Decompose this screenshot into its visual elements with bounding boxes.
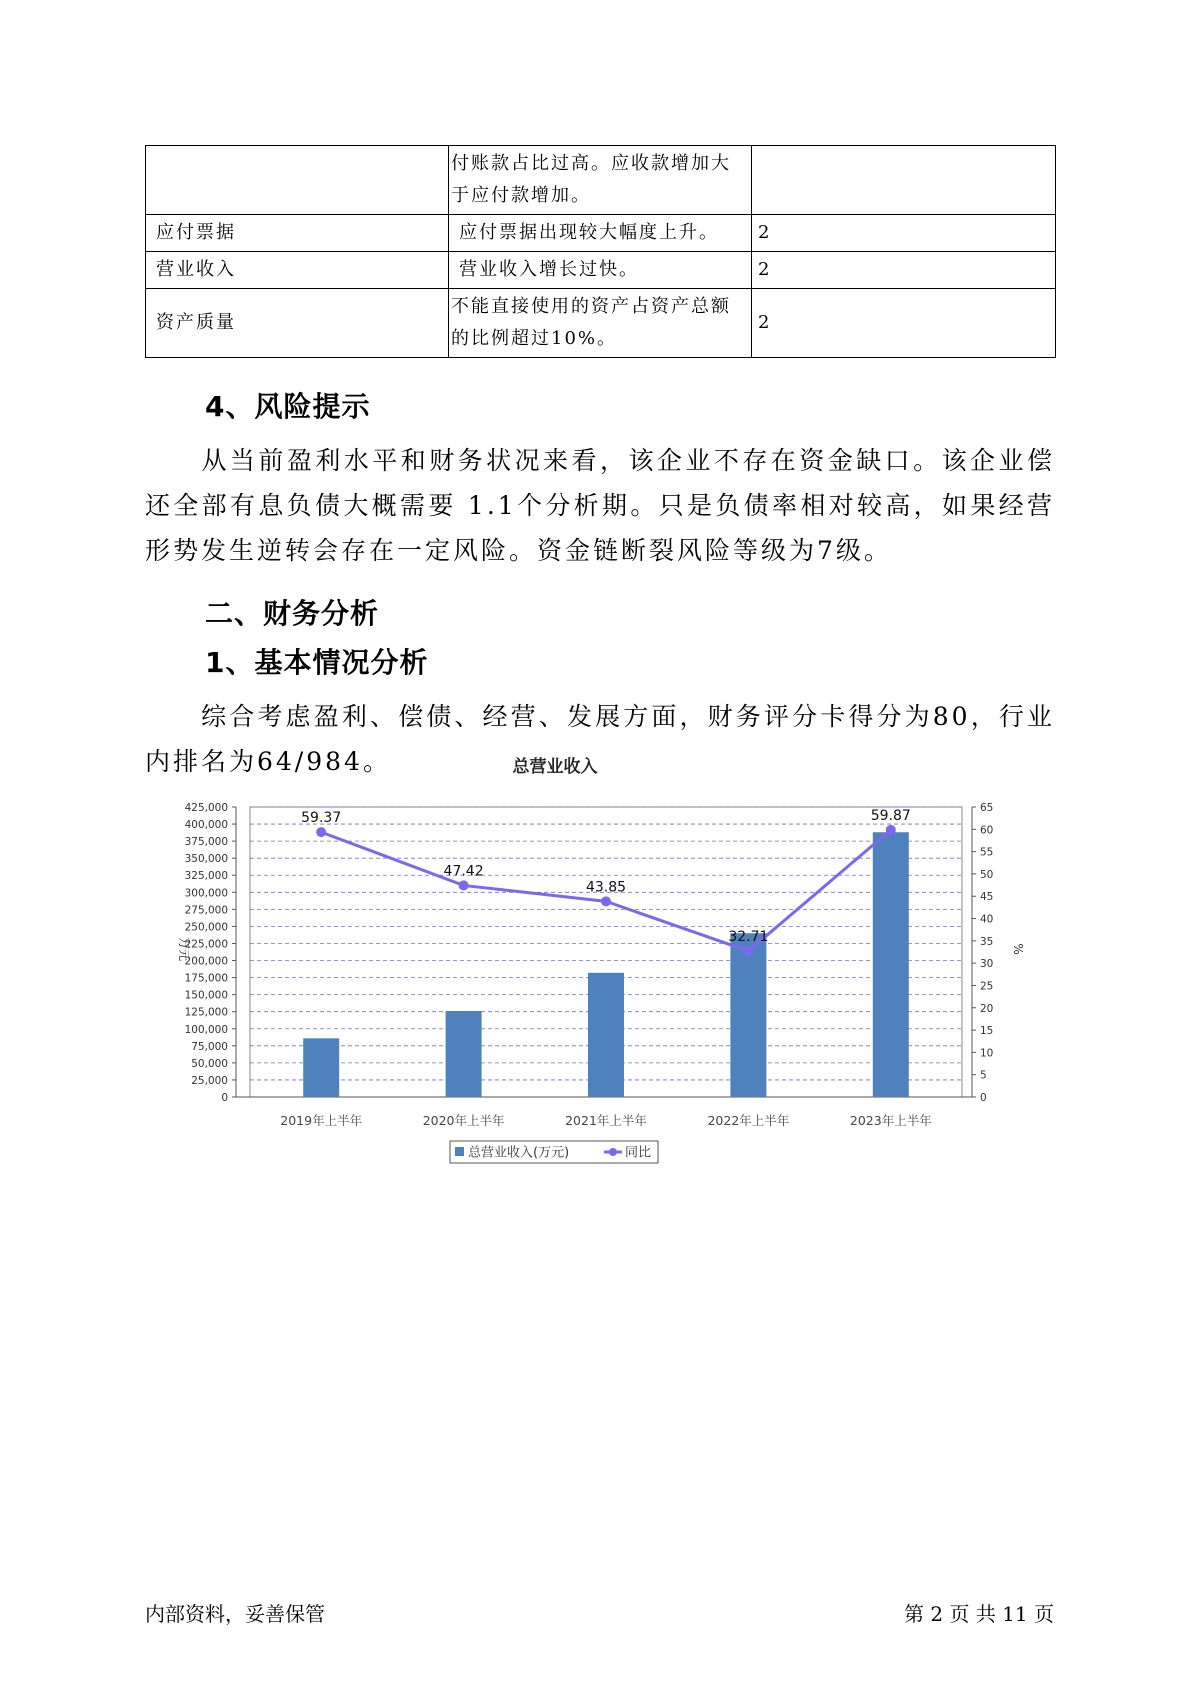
x-tick-label: 2020年上半年 (422, 1113, 505, 1128)
score-cell: 2 (752, 289, 1056, 358)
y-tick-label: 375,000 (184, 836, 228, 849)
y-tick-label: 325,000 (184, 870, 228, 883)
x-tick-label: 2021年上半年 (565, 1113, 647, 1128)
table-row (146, 146, 1056, 215)
y2-axis-label: % (1011, 943, 1025, 955)
item-cell (146, 146, 449, 215)
legend-line-label: 同比 (625, 1145, 652, 1161)
legend-bar-label: 总营业收入(万元) (468, 1145, 570, 1161)
yoy-point (886, 825, 896, 835)
section-heading-finance: 二、财务分析 (205, 597, 380, 630)
desc-cell: 不能直接使用的资产占资产总额的比例超过10%。 (449, 289, 752, 358)
y-axis-label: 万元 (177, 937, 191, 962)
y2-tick-label: 5 (980, 1069, 987, 1082)
table-row (146, 215, 1056, 252)
y-tick-label: 400,000 (184, 819, 228, 832)
chart-title: 总营业收入 (512, 757, 598, 777)
footer-left: 内部资料，妥善保管 (145, 1602, 325, 1626)
y-tick-label: 275,000 (184, 904, 228, 917)
x-tick-label: 2019年上半年 (280, 1113, 363, 1128)
y2-tick-label: 60 (980, 824, 994, 837)
y-tick-label: 100,000 (184, 1023, 228, 1036)
table-row (146, 289, 1056, 358)
yoy-point (316, 827, 326, 837)
y-tick-label: 150,000 (184, 989, 228, 1002)
y2-tick-label: 50 (980, 868, 994, 881)
data-label: 59.87 (870, 807, 911, 824)
data-label: 32.71 (728, 929, 769, 946)
y2-tick-label: 65 (980, 802, 994, 814)
score-cell: 2 (752, 215, 1056, 252)
y2-tick-label: 45 (980, 891, 994, 904)
legend-line-marker (609, 1148, 617, 1156)
score-cell (752, 146, 1056, 215)
y-tick-label: 350,000 (184, 853, 228, 866)
y-tick-label: 125,000 (184, 1006, 228, 1019)
y-tick-label: 200,000 (184, 955, 228, 968)
basic-paragraph-text: 综合考虑盈利、偿债、经营、发展方面，财务评分卡得分为80，行业内排名为64/984。 (145, 702, 1055, 776)
y-tick-label: 300,000 (184, 887, 228, 900)
footer-page-number: 第 2 页 共 11 页 (904, 1602, 1054, 1626)
y2-tick-label: 30 (980, 958, 994, 971)
x-tick-label: 2022年上半年 (707, 1113, 790, 1128)
data-label: 47.42 (443, 863, 484, 880)
bar (588, 973, 624, 1097)
y2-tick-label: 10 (980, 1047, 994, 1060)
y-tick-label: 25,000 (191, 1074, 228, 1087)
y-tick-label: 250,000 (184, 921, 228, 934)
y2-tick-label: 25 (980, 980, 994, 993)
y2-tick-label: 0 (980, 1092, 987, 1104)
score-cell: 2 (752, 252, 1056, 289)
y2-tick-label: 15 (980, 1025, 994, 1038)
yoy-point (743, 946, 753, 956)
table-row (146, 252, 1056, 289)
y2-tick-label: 40 (980, 913, 994, 926)
desc-cell: 应付票据出现较大幅度上升。 (449, 215, 752, 252)
item-cell: 资产质量 (146, 289, 449, 358)
y-tick-label: 0 (221, 1092, 228, 1104)
basic-paragraph (145, 694, 1055, 784)
data-label: 59.37 (301, 810, 342, 827)
revenue-chart (170, 757, 1025, 1280)
item-cell: 营业收入 (146, 252, 449, 289)
risk-paragraph-text: 从当前盈利水平和财务状况来看，该企业不存在资金缺口。该企业偿还全部有息负债大概需要 1.1个分析期。只是负债率相对较高，如果经营形势发生逆转会存在一定风险。资金链断裂风险等级为7级。 (145, 446, 1055, 565)
desc-cell: 营业收入增长过快。 (449, 252, 752, 289)
subsection-heading-basic: 1、基本情况分析 (205, 646, 429, 679)
y2-tick-label: 20 (980, 1002, 994, 1015)
y-tick-label: 75,000 (191, 1040, 228, 1053)
y2-tick-label: 35 (980, 935, 994, 948)
legend-bar-swatch (455, 1147, 464, 1156)
x-tick-label: 2023年上半年 (849, 1113, 932, 1128)
yoy-point (459, 880, 469, 890)
bar (873, 832, 909, 1097)
risk-table (145, 145, 1056, 358)
desc-cell: 付账款占比过高。应收款增加大于应付款增加。 (449, 146, 752, 215)
yoy-point (601, 896, 611, 906)
y-tick-label: 225,000 (184, 938, 228, 951)
section-heading-risk: 4、风险提示 (205, 390, 371, 423)
data-label: 43.85 (585, 879, 627, 896)
item-cell: 应付票据 (146, 215, 449, 252)
bar (446, 1011, 482, 1097)
y-tick-label: 50,000 (191, 1057, 228, 1070)
y2-tick-label: 55 (980, 846, 994, 859)
y-tick-label: 425,000 (184, 802, 228, 814)
risk-paragraph (145, 438, 1055, 573)
bar (730, 933, 766, 1097)
y-tick-label: 175,000 (184, 972, 228, 985)
bar (303, 1038, 339, 1097)
